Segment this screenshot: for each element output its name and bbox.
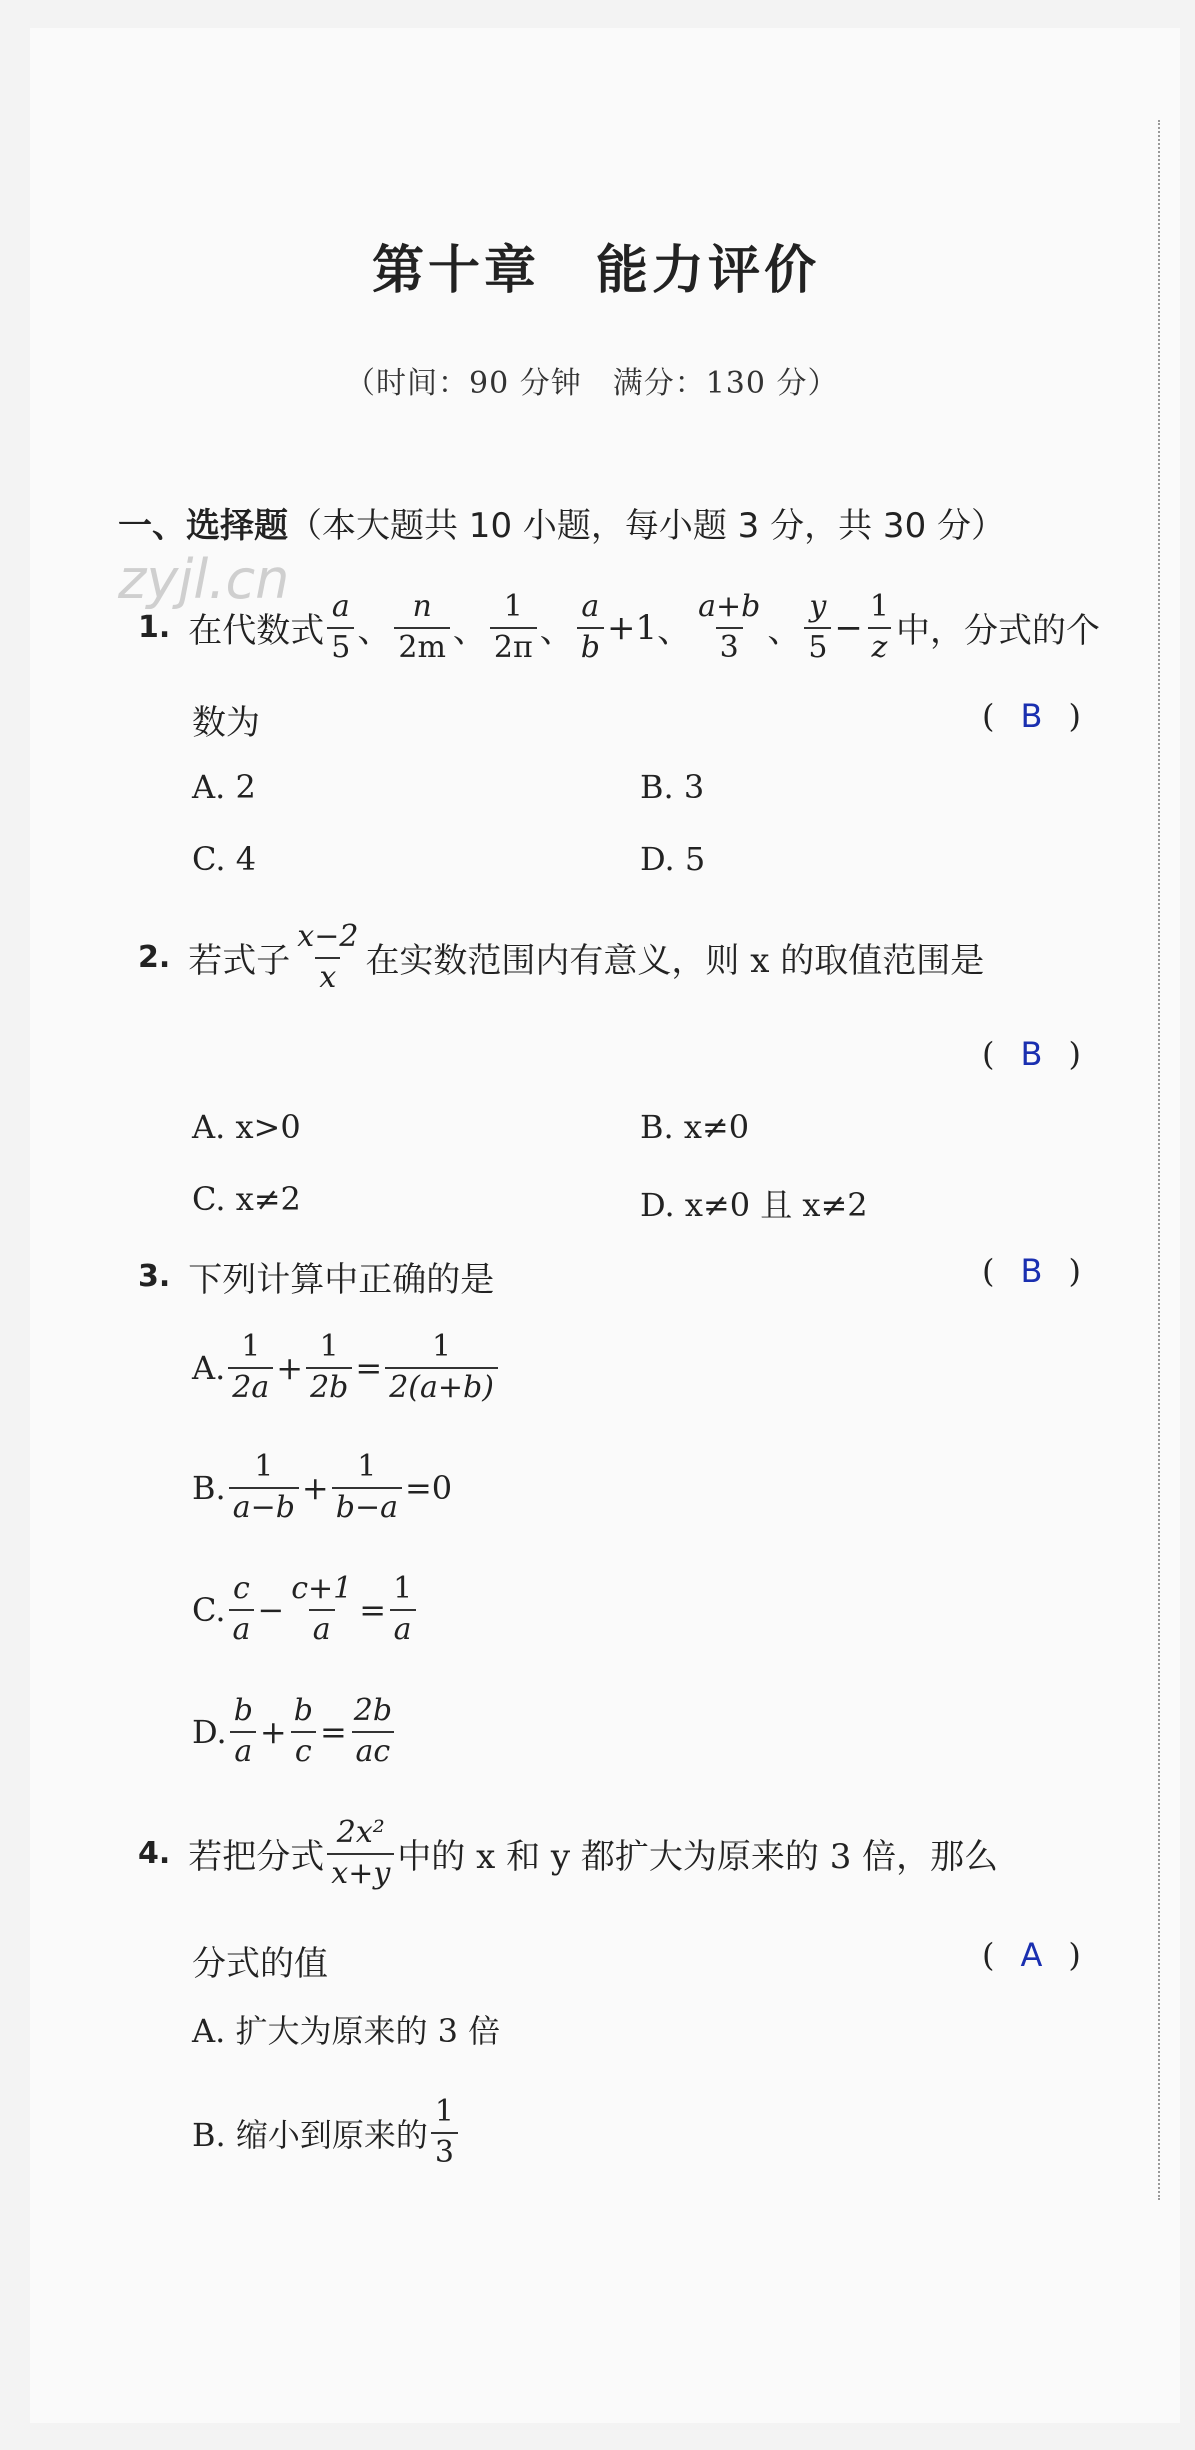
option-a: A. 2: [192, 768, 256, 806]
paren: (: [982, 697, 995, 735]
watermark: zyjl.cn: [118, 548, 290, 611]
answer-value: B: [1020, 1252, 1043, 1290]
fraction: $\frac{a}{5}$: [327, 590, 354, 665]
margin-dotted-line: [1158, 120, 1160, 2200]
option-c: C. 4: [192, 840, 257, 878]
paren: (: [982, 1936, 995, 1974]
operator: +: [259, 1712, 287, 1751]
chapter-title: 第十章 能力评价: [372, 241, 821, 301]
time-score-info: （时间：90 分钟 满分：130 分）: [345, 366, 839, 401]
separator: 、: [767, 611, 802, 651]
fraction: $\frac{1}{b-a}$: [332, 1450, 402, 1525]
paren: (: [982, 1252, 995, 1290]
option-c: C. x≠2: [192, 1180, 301, 1218]
question-number: 1.: [138, 610, 171, 645]
answer-box: [982, 1936, 1081, 1974]
option-c: [192, 1572, 419, 1647]
question-4: [138, 1816, 998, 1891]
option-d: [192, 1694, 399, 1769]
paren: ): [1068, 1252, 1081, 1290]
paren: ): [1068, 697, 1081, 735]
fraction: $\frac{1}{2\pi}$: [490, 590, 537, 665]
question-1-line2: 数为: [192, 703, 260, 743]
fraction: $\frac{1}{2b}$: [306, 1330, 352, 1405]
fraction: $\frac{c}{a}$: [229, 1572, 255, 1647]
option-label: D.: [192, 1712, 227, 1751]
option-label: B.: [192, 1468, 226, 1507]
option-d: D. x≠0 且 x≠2: [640, 1186, 868, 1224]
question-number: 4.: [138, 1836, 171, 1871]
fraction: $\frac{1}{3}$: [431, 2095, 458, 2170]
fraction: $\frac{1}{2a}$: [228, 1330, 273, 1405]
section-note: （本大题共 10 小题，每小题 3 分，共 30 分）: [288, 506, 1006, 546]
question-number: 2.: [138, 940, 171, 975]
question-1: [138, 590, 1100, 665]
minus-sign: −: [834, 607, 863, 648]
equals: =: [319, 1712, 347, 1751]
answer-value: B: [1020, 1035, 1043, 1073]
fraction: $\frac{x-2}{x}$: [297, 919, 359, 995]
option-a: [192, 1330, 501, 1405]
fraction: $\frac{1}{a}$: [389, 1572, 416, 1647]
option-b: [192, 2095, 461, 2170]
option-a: A. x>0: [192, 1108, 301, 1146]
fraction: $\frac{a+b}{3}$: [698, 589, 761, 665]
option-label: A.: [192, 1348, 226, 1387]
option-text: B. 缩小到原来的: [192, 2115, 428, 2154]
fraction: $\frac{n}{2m}$: [394, 590, 450, 665]
fraction: $\frac{b}{c}$: [290, 1694, 317, 1769]
paren: (: [982, 1035, 995, 1073]
fraction: $\frac{y}{5}$: [804, 590, 831, 665]
plus-one: +1: [606, 607, 658, 648]
fraction: $\frac{c+1}{a}$: [291, 1571, 353, 1647]
question-4-line2: 分式的值: [192, 1944, 328, 1984]
separator: 、: [539, 611, 574, 651]
option-a: A. 扩大为原来的 3 倍: [192, 2012, 501, 2050]
answer-box: [982, 1252, 1081, 1290]
question-text: 在代数式: [188, 611, 325, 651]
equals: =0: [404, 1468, 453, 1507]
option-d: D. 5: [640, 840, 706, 878]
question-3: [138, 1252, 494, 1301]
fraction: $\frac{a}{b}$: [577, 590, 604, 665]
fraction: $\frac{1}{a-b}$: [229, 1450, 299, 1525]
section-label: 一、选择题: [118, 506, 288, 546]
question-text: 若把分式: [188, 1837, 325, 1877]
separator: 、: [452, 611, 487, 651]
fraction: $\frac{1}{2(a+b)}$: [385, 1330, 498, 1405]
question-text: 若式子: [188, 941, 291, 981]
question-text: 下列计算中正确的是: [188, 1260, 495, 1300]
fraction: $\frac{2b}{ac}$: [350, 1694, 396, 1769]
option-b: B. 3: [640, 768, 705, 806]
paren: ): [1068, 1035, 1081, 1073]
equals: =: [359, 1590, 387, 1629]
answer-value: B: [1020, 697, 1043, 735]
answer-value: A: [1020, 1936, 1043, 1974]
question-text: 在实数范围内有意义，则 x 的取值范围是: [365, 941, 985, 981]
answer-box: [982, 1035, 1081, 1073]
answer-box: [982, 697, 1081, 735]
question-number: 3.: [138, 1259, 171, 1294]
separator: 、: [357, 611, 392, 651]
fraction: $\frac{1}{z}$: [866, 590, 893, 665]
option-b: B. x≠0: [640, 1108, 750, 1146]
question-text: 中的 x 和 y 都扩大为原来的 3 倍，那么: [397, 1837, 999, 1877]
equals: =: [355, 1348, 383, 1387]
section-heading: [118, 498, 1005, 547]
paren: ): [1068, 1936, 1081, 1974]
operator: +: [276, 1348, 304, 1387]
fraction: $\frac{\text{2x²}}{x+y}$: [327, 1816, 394, 1891]
separator: 、: [657, 611, 692, 651]
question-text: 中，分式的个: [896, 611, 1100, 651]
option-b: [192, 1450, 452, 1525]
option-label: C.: [192, 1590, 226, 1629]
question-2: [138, 920, 984, 995]
operator: +: [301, 1468, 329, 1507]
operator: −: [257, 1590, 285, 1629]
fraction: $\frac{b}{a}$: [230, 1694, 257, 1769]
